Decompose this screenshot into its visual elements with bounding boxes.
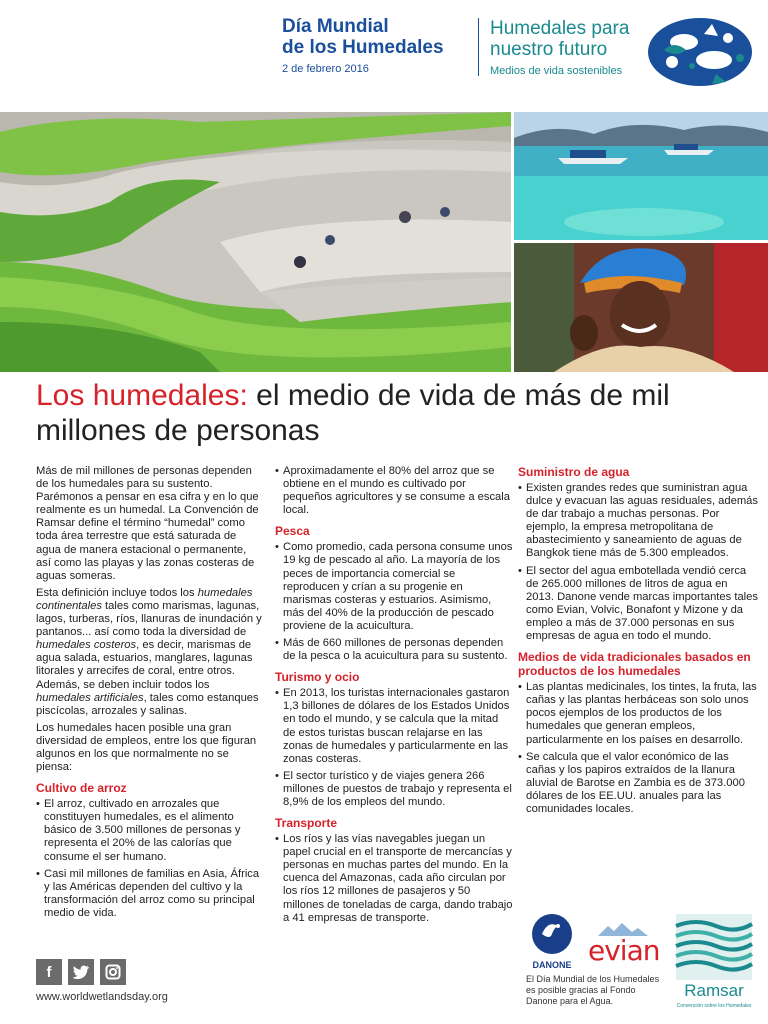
sponsors-block (524, 912, 664, 1020)
list-item: • Casi mil millones de familias en Asia, África y las Américas dependen del cultivo y la transformación del arroz como su principal medio de vida. (36, 868, 262, 920)
text-span: , es decir, marismas de agua salada, estuarios, manglares, lagunas litorales y arrecifes de coral, entre otros. Además, se deben incluir todos los (36, 639, 253, 691)
event-title-block (282, 16, 444, 75)
definition-paragraph (36, 587, 262, 718)
social-links (36, 959, 126, 985)
rice-list (36, 798, 262, 920)
section-heading-traditional: Medios de vida tradicionales basados en productos de los humedales (518, 650, 751, 679)
section-heading-fishing: Pesca (275, 524, 310, 539)
list-item: • Existen grandes redes que suministran agua dulce y evacuan las aguas residuales, además de dar trabajo a muchas personas. Por ejemplo, la empresa metropolitana de abastecimiento y saneamiento de aguas de Bangkok tiene más de 5.300 empleados. (518, 482, 758, 561)
column-2 (275, 465, 513, 929)
list-item: • Más de 660 millones de personas dependen de la pesca o la acuicultura para su sustento. (275, 637, 513, 663)
jobs-paragraph: Los humedales hacen posible una gran diversidad de empleos, entre los que figuran algunos en los que normalmente no se piensa: (36, 721, 257, 774)
tourism-list (275, 687, 513, 809)
traditional-list (518, 681, 758, 816)
list-item: • Los ríos y las vías navegables juegan un papel crucial en el transporte de mercancías y personas en muchas partes del mundo. En la cuenca del Amazonas, cada año circulan por los ríos 12 millones de pasajeros y 50 millones de toneladas de carga, dando trabajo a 41 empresas de transporte. (275, 833, 513, 925)
woman-smiling-photo (514, 243, 768, 372)
twitter-icon[interactable] (68, 959, 94, 985)
water-list (518, 482, 758, 643)
danone-logo-icon (528, 912, 576, 972)
section-heading-transport: Transporte (275, 816, 338, 831)
intro-paragraph: Más de mil millones de personas dependen de los humedales para su sustento. Parémonos a pensar en esa cifra y en lo que realmente es un humedal. La Convención de Ramsar define el término “humedal” como toda área terrestre que está saturada de agua de manera estacional o permanente, así como las playas y las zonas costeras de aguas someras. (36, 465, 259, 582)
coastal-wetlands-term: humedales costeros (36, 639, 137, 652)
event-date: 2 de febrero 2016 (282, 63, 369, 75)
inland-wetlands-term: humedales continentales (36, 586, 253, 612)
artificial-wetlands-term: humedales artificiales (36, 691, 144, 704)
ramsar-logo (672, 912, 756, 1010)
theme-block (490, 18, 629, 77)
facebook-icon[interactable]: f (36, 959, 62, 985)
headline (36, 378, 736, 448)
column-1 (36, 465, 262, 924)
transport-list (275, 833, 513, 925)
wetlands-day-logo-icon (644, 14, 756, 94)
sea-boats-photo (514, 112, 768, 240)
theme-subtitle: Medios de vida sostenibles (490, 65, 623, 77)
section-heading-water-supply: Suministro de agua (518, 465, 630, 479)
ramsar-wordmark: Ramsar (684, 981, 744, 1000)
text-span: Esta definición incluye todos los (36, 586, 198, 599)
list-item: • En 2013, los turistas internacionales gastaron 1,3 billones de dólares de los Estados Unidos en todo el mundo, y se calcula que la mitad de estos turistas buscan relajarse en las zonas de humedales y particularmente en las zonas costeras. (275, 687, 513, 766)
theme-line1: Humedales para (490, 18, 630, 39)
theme-line2: nuestro futuro (490, 39, 608, 60)
danone-wordmark: DANONE (532, 960, 572, 970)
headline-highlight: Los humedales: (36, 379, 248, 412)
evian-logo: evian (588, 934, 660, 967)
list-item: • Aproximadamente el 80% del arroz que se obtiene en el mundo es cultivado por pequeños agricultores y se consume a escala local. (275, 465, 513, 517)
header-divider (478, 18, 479, 76)
column-3 (518, 465, 758, 820)
fishing-list (275, 541, 513, 663)
list-item: • Se calcula que el valor económico de las cañas y los papiros extraídos de la llanura aluvial de Barotse en Zambia es de 373.000 dólares de los EE.UU. anuales para las comunidades locales. (518, 751, 758, 816)
section-heading-rice: Cultivo de arroz (36, 781, 127, 796)
text-span: tales como marismas, lagunas, lagos, turberas, ríos, llanuras de inundación y pantanos... así como toda la diversidad de (36, 599, 262, 639)
event-title-line1: Día Mundial (282, 16, 389, 37)
list-item: • El sector turístico y de viajes genera 266 millones de puestos de trabajo y representa el 8,9% de los empleos del mundo. (275, 770, 513, 809)
header (0, 0, 768, 112)
instagram-icon[interactable] (100, 959, 126, 985)
list-item: • Las plantas medicinales, los tintes, la fruta, las cañas y las plantas herbáceas son solo unos pocos ejemplos de los productos de los humedales que generan empleos, particularmente en los países en desarrollo. (518, 681, 758, 746)
event-title-line2: de los Humedales (282, 37, 444, 58)
list-item: • El arroz, cultivado en arrozales que constituyen humedales, es el alimento básico de 3.500 millones de personas y representa el 20% de las calorías que consume el ser humano. (36, 798, 262, 863)
headline-rest: el medio de vida de más de mil millones de personas (36, 379, 670, 447)
sponsor-text: El Día Mundial de los Humedales es posible gracias al Fondo Danone para el Agua. (526, 974, 660, 1006)
text-span: , tales como estanques piscícolas, arrozales y salinas. (36, 691, 259, 717)
section-heading-tourism: Turismo y ocio (275, 670, 360, 685)
ramsar-subtitle: Convención sobre los Humedales (676, 1003, 752, 1009)
list-item: • Como promedio, cada persona consume unos 19 kg de pescado al año. La mayoría de los peces de importancia comercial se reproducen y crían a su progenie en marismas costeras y estuarios. Asimismo, más del 40% de la producción de pescado proviene de la acuicultura. (275, 541, 513, 633)
website-link[interactable]: www.worldwetlandsday.org (36, 991, 168, 1003)
list-item: • El sector del agua embotellada vendió cerca de 265.000 millones de litros de agua en 2013. Danone vende marcas importantes tales como Evian, Volvic, Bonafont y Mizone y da empleo a más de 37.000 personas en sus empresas de agua en todo el mundo. (518, 565, 758, 644)
rice-terraces-photo (0, 112, 511, 372)
rice-list-cont (275, 465, 513, 517)
